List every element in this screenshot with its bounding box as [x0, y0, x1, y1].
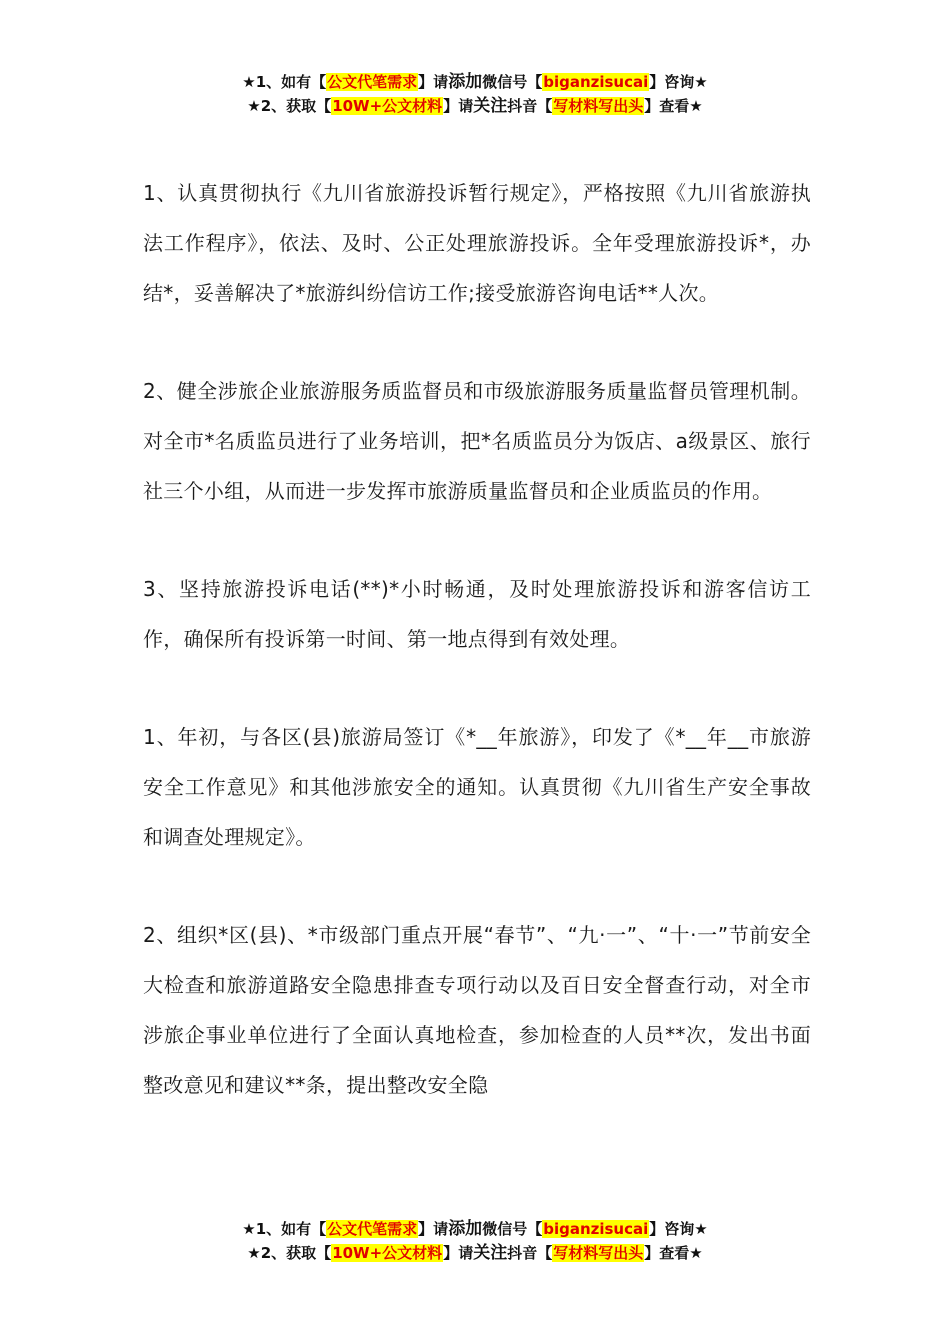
banner-line-1 — [0, 70, 950, 94]
banner-emphasis: 添加 — [448, 72, 483, 92]
banner-line-2 — [0, 1241, 950, 1265]
banner-line-1 — [0, 1217, 950, 1241]
banner-text: ★1、如有【 — [242, 1220, 327, 1238]
highlight-materials: 10W+公文材料 — [332, 97, 443, 115]
header-banner — [0, 70, 950, 118]
banner-text: 】咨询★ — [649, 73, 708, 91]
banner-text: 】请 — [418, 73, 449, 91]
banner-text: 】查看★ — [644, 1244, 703, 1262]
highlight-douyin-id: 写材料写出头 — [553, 1244, 644, 1262]
paragraph-safety-inspections: 2、组织*区(县)、*市级部门重点开展“春节”、“九·一”、“十·一”节前安全大检查和旅游道路安全隐患排查专项行动以及百日安全督查行动，对全市涉旅企事业单位进行了全面认真地检查，参加检查的人员**次，发出书面整改意见和建议**条，提出整改安全隐 — [143, 923, 811, 1097]
paragraph-safety-agreements: 1、年初，与各区(县)旅游局签订《*__年旅游》，印发了《*__年__市旅游安全工作意见》和其他涉旅安全的通知。认真贯彻《九川省生产安全事故和调查处理规定》。 — [143, 725, 811, 849]
footer-banner — [0, 1217, 950, 1265]
banner-text: 】咨询★ — [649, 1220, 708, 1238]
highlight-douyin-id: 写材料写出头 — [553, 97, 644, 115]
highlight-ghostwriting: 公文代笔需求 — [327, 73, 418, 91]
banner-emphasis: 关注 — [473, 1243, 508, 1263]
paragraph-hotline: 3、坚持旅游投诉电话(**)*小时畅通，及时处理旅游投诉和游客信访工作，确保所有投诉第一时间、第一地点得到有效处理。 — [143, 577, 811, 651]
banner-line-2 — [0, 94, 950, 118]
banner-text: 抖音【 — [507, 1244, 553, 1262]
banner-text: 】请 — [443, 97, 474, 115]
banner-text: 】请 — [443, 1244, 474, 1262]
banner-text: ★1、如有【 — [242, 73, 327, 91]
banner-text: 】请 — [418, 1220, 449, 1238]
banner-emphasis: 关注 — [473, 96, 508, 116]
banner-text: 微信号【 — [482, 1220, 543, 1238]
banner-text: 抖音【 — [507, 97, 553, 115]
highlight-wechat-id: biganzisucai — [543, 73, 649, 91]
highlight-ghostwriting: 公文代笔需求 — [327, 1220, 418, 1238]
banner-text: ★2、获取【 — [247, 97, 332, 115]
banner-text: 微信号【 — [482, 73, 543, 91]
highlight-wechat-id: biganzisucai — [543, 1220, 649, 1238]
paragraph-quality-supervisors: 2、健全涉旅企业旅游服务质监督员和市级旅游服务质量监督员管理机制。对全市*名质监员进行了业务培训，把*名质监员分为饭店、a级景区、旅行社三个小组，从而进一步发挥市旅游质量监督员和企业质监员的作用。 — [143, 379, 811, 503]
document-body — [143, 168, 811, 1110]
paragraph-complaint-handling: 1、认真贯彻执行《九川省旅游投诉暂行规定》，严格按照《九川省旅游执法工作程序》，依法、及时、公正处理旅游投诉。全年受理旅游投诉*，办结*，妥善解决了*旅游纠纷信访工作;接受旅游咨询电话**人次。 — [143, 181, 811, 305]
banner-emphasis: 添加 — [448, 1219, 483, 1239]
banner-text: ★2、获取【 — [247, 1244, 332, 1262]
highlight-materials: 10W+公文材料 — [332, 1244, 443, 1262]
banner-text: 】查看★ — [644, 97, 703, 115]
